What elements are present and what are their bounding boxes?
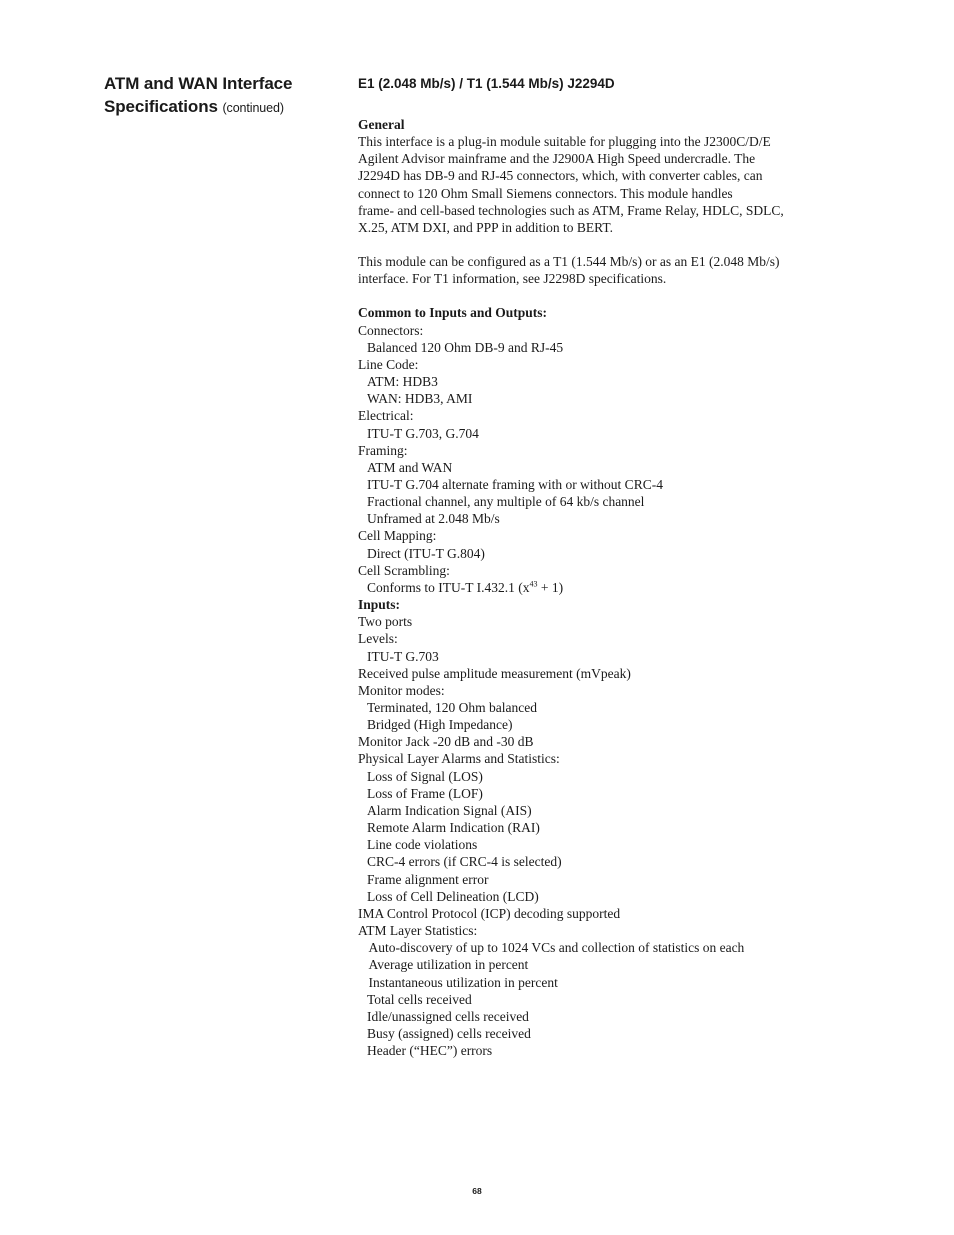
cell-scrambling-value bbox=[358, 579, 838, 596]
physical-layer-item: Loss of Signal (LOS) bbox=[367, 768, 483, 784]
scrambling-text: Conforms to ITU-T I.432.1 (x bbox=[367, 579, 530, 595]
atm-stats-item: Header (“HEC”) errors bbox=[367, 1043, 493, 1059]
monitor-modes-label: Monitor modes: bbox=[358, 682, 445, 698]
electrical-label: Electrical: bbox=[358, 408, 414, 424]
section-title-line2: Specifications bbox=[104, 97, 218, 116]
atm-stats-item: Idle/unassigned cells received bbox=[367, 1008, 529, 1024]
framing-item: Unframed at 2.048 Mb/s bbox=[367, 511, 500, 527]
line-code-atm: ATM: HDB3 bbox=[367, 374, 438, 390]
spacer bbox=[358, 236, 838, 253]
pulse-measurement: Received pulse amplitude measurement (mVpeak) bbox=[358, 665, 631, 681]
framing-label: Framing: bbox=[358, 442, 408, 458]
monitor-mode-item: Bridged (High Impedance) bbox=[367, 717, 513, 733]
atm-stats-item: Instantaneous utilization in percent bbox=[368, 974, 558, 990]
scrambling-exponent: 43 bbox=[529, 579, 538, 589]
electrical-value: ITU-T G.703, G.704 bbox=[367, 425, 479, 441]
physical-layer-item: Loss of Frame (LOF) bbox=[367, 785, 483, 801]
framing-item: ITU-T G.704 alternate framing with or without CRC-4 bbox=[367, 476, 663, 492]
physical-layer-item: Alarm Indication Signal (AIS) bbox=[367, 802, 532, 818]
general-line: frame- and cell-based technologies such as ATM, Frame Relay, HDLC, SDLC, bbox=[358, 202, 784, 218]
physical-layer-label: Physical Layer Alarms and Statistics: bbox=[358, 751, 560, 767]
cell-scrambling-label: Cell Scrambling: bbox=[358, 562, 450, 578]
framing-item: ATM and WAN bbox=[367, 459, 453, 475]
atm-stats-item: Auto-discovery of up to 1024 VCs and collection of statistics on each bbox=[368, 940, 745, 956]
spec-body bbox=[358, 116, 838, 1059]
config-paragraph bbox=[358, 253, 838, 287]
general-paragraph bbox=[358, 133, 838, 236]
atm-stats-item: Busy (assigned) cells received bbox=[367, 1025, 531, 1041]
line-code-wan: WAN: HDB3, AMI bbox=[367, 391, 473, 407]
line-code-label: Line Code: bbox=[358, 356, 419, 372]
general-line: connect to 120 Ohm Small Siemens connectors. This module handles bbox=[358, 185, 733, 201]
continued-label: (continued) bbox=[222, 101, 284, 115]
general-line: Agilent Advisor mainframe and the J2900A High Speed undercradle. The bbox=[358, 151, 756, 167]
ima-protocol: IMA Control Protocol (ICP) decoding supported bbox=[358, 905, 621, 921]
section-title-line1: ATM and WAN Interface bbox=[104, 74, 293, 93]
general-line: X.25, ATM DXI, and PPP in addition to BERT. bbox=[358, 219, 613, 235]
levels-label: Levels: bbox=[358, 631, 398, 647]
spacer bbox=[358, 287, 838, 304]
physical-layer-item: Loss of Cell Delineation (LCD) bbox=[367, 888, 539, 904]
cell-mapping-label: Cell Mapping: bbox=[358, 528, 437, 544]
page-number: 68 bbox=[472, 1186, 482, 1196]
atm-stats-item: Total cells received bbox=[367, 991, 472, 1007]
physical-layer-item: CRC-4 errors (if CRC-4 is selected) bbox=[367, 854, 562, 870]
spec-heading: E1 (2.048 Mb/s) / T1 (1.544 Mb/s) J2294D bbox=[358, 76, 615, 91]
config-line: interface. For T1 information, see J2298D specifications. bbox=[358, 271, 667, 287]
monitor-jack: Monitor Jack -20 dB and -30 dB bbox=[358, 734, 534, 750]
general-line: This interface is a plug-in module suitable for plugging into the J2300C/D/E bbox=[358, 134, 771, 150]
section-title bbox=[104, 72, 334, 120]
section-title-line2-row bbox=[104, 95, 334, 120]
inputs-ports: Two ports bbox=[358, 614, 413, 630]
cell-mapping-value: Direct (ITU-T G.804) bbox=[367, 545, 485, 561]
connectors-label: Connectors: bbox=[358, 322, 424, 338]
connectors-value: Balanced 120 Ohm DB-9 and RJ-45 bbox=[367, 339, 564, 355]
inputs-label: Inputs: bbox=[358, 597, 401, 613]
levels-value: ITU-T G.703 bbox=[367, 648, 439, 664]
scrambling-text-end: + 1) bbox=[537, 579, 564, 595]
general-line: J2294D has DB-9 and RJ-45 connectors, which, with converter cables, can bbox=[358, 168, 763, 184]
physical-layer-item: Frame alignment error bbox=[367, 871, 489, 887]
physical-layer-item: Line code violations bbox=[367, 837, 478, 853]
monitor-mode-item: Terminated, 120 Ohm balanced bbox=[367, 700, 537, 715]
common-label: Common to Inputs and Outputs: bbox=[358, 305, 548, 321]
config-line: This module can be configured as a T1 (1.544 Mb/s) or as an E1 (2.048 Mb/s) bbox=[358, 254, 780, 270]
physical-layer-item: Remote Alarm Indication (RAI) bbox=[367, 820, 540, 836]
spec-content bbox=[358, 75, 838, 1059]
general-label: General bbox=[358, 117, 405, 132]
atm-stats-item: Average utilization in percent bbox=[368, 957, 529, 973]
framing-item: Fractional channel, any multiple of 64 kb/s channel bbox=[367, 494, 645, 510]
atm-stats-label: ATM Layer Statistics: bbox=[358, 923, 478, 939]
